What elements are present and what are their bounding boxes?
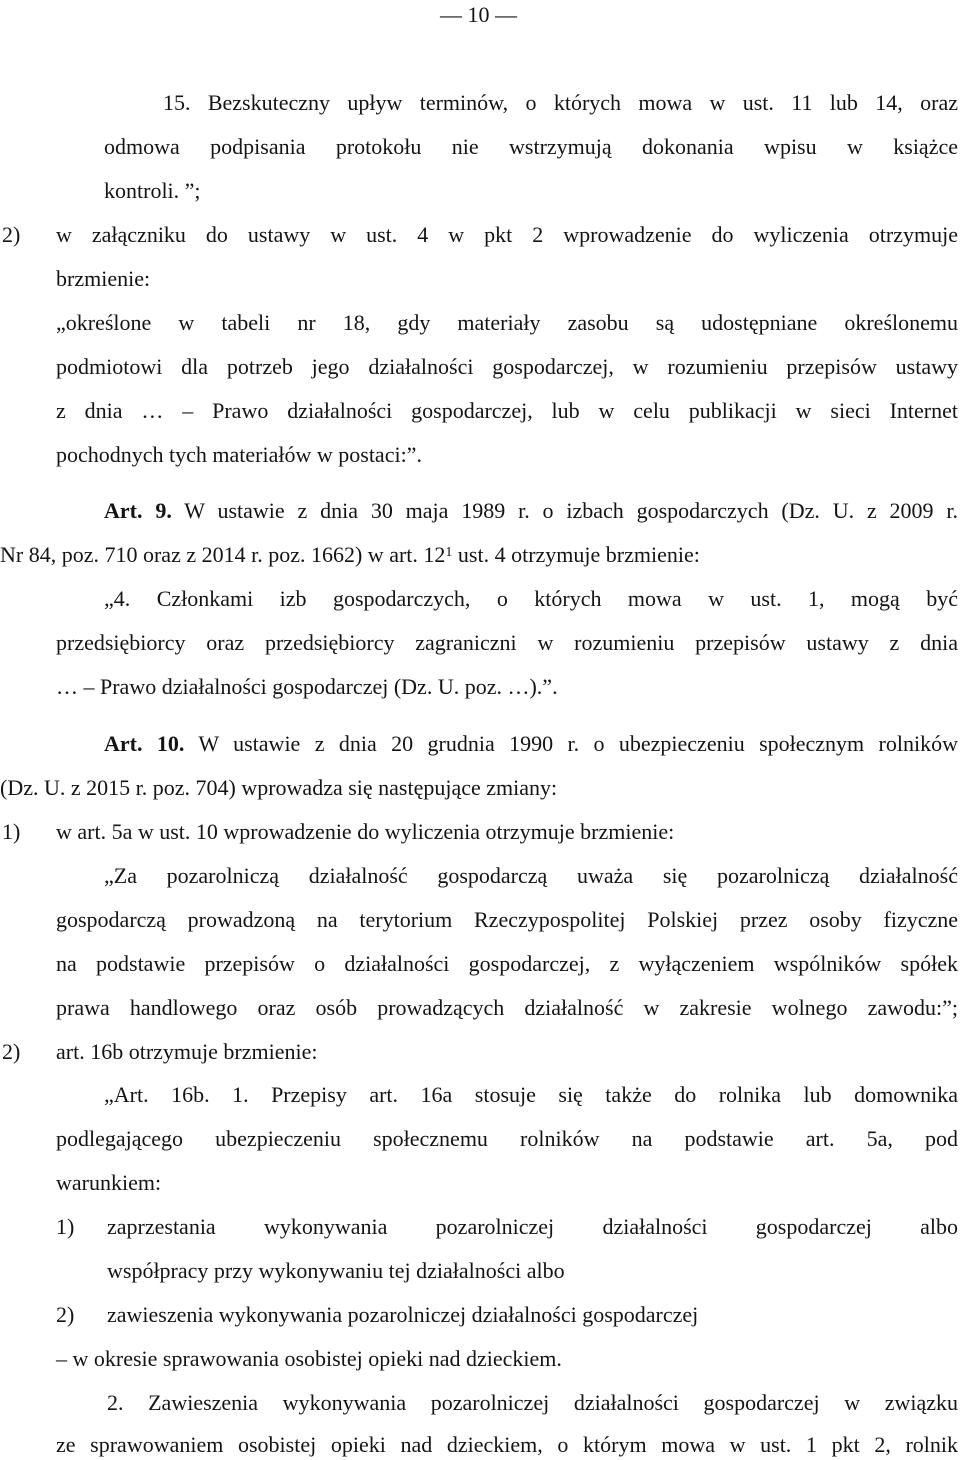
line-text: gospodarczą prowadzoną na terytorium Rzeczypospolitej Polskiej przez osoby fizyczne [56,907,958,932]
line-text: warunkiem: [56,1170,162,1195]
line-text: 15. Bezskuteczny upływ terminów, o których mowa w ust. 11 lub 14, oraz [163,90,958,115]
line-text: zaprzestania wykonywania pozarolniczej działalności gospodarczej albo [107,1214,958,1239]
line-text: … – Prawo działalności gospodarczej (Dz. U. poz. …).”. [56,674,558,699]
article-number: Art. 10. [104,731,185,756]
line-text: odmowa podpisania protokołu nie wstrzymują dokonania wpisu w książce [104,134,958,159]
page-number-text: — 10 — [440,2,517,27]
line-text: podlegającego ubezpieczeniu społecznemu rolników na podstawie art. 5a, pod [56,1126,958,1151]
line-text: brzmienie: [56,266,151,291]
line-text: przedsiębiorcy oraz przedsiębiorcy zagraniczni w rozumieniu przepisów ustawy z dnia [56,630,958,655]
line-text: „4. Członkami izb gospodarczych, o których mowa w ust. 1, mogą być [104,586,958,611]
line-text: „Za pozarolniczą działalność gospodarczą uważa się pozarolniczą działalność [104,863,958,888]
line-text: z dnia … – Prawo działalności gospodarczej, lub w celu publikacji w sieci Internet [56,398,958,423]
line-text: „określone w tabeli nr 18, gdy materiały zasobu są udostępniane określonemu [56,310,958,335]
line-text: W ustawie z dnia 30 maja 1989 r. o izbach gospodarczych (Dz. U. z 2009 r. [171,498,959,523]
article-line [104,729,958,759]
list-marker: 1) [56,1214,75,1239]
line-text: kontroli. ”; [104,178,201,203]
line-text-with-sup [0,540,700,570]
line-text: w art. 5a w ust. 10 wprowadzenie do wyliczenia otrzymuje brzmienie: [56,819,675,844]
line-text: (Dz. U. z 2015 r. poz. 704) wprowadza się następujące zmiany: [0,775,558,800]
line-text: zawieszenia wykonywania pozarolniczej działalności gospodarczej [107,1302,699,1327]
article-number: Art. 9. [104,498,172,523]
line-text: Nr 84, poz. 710 oraz z 2014 r. poz. 1662) w art. 12 [0,542,446,567]
line-text: „Art. 16b. 1. Przepisy art. 16a stosuje się także do rolnika lub domownika [104,1082,958,1107]
line-text: na podstawie przepisów o działalności gospodarczej, z wyłączeniem wspólników spółek [56,951,958,976]
list-marker: 2) [2,222,21,247]
line-text: 2. Zawieszenia wykonywania pozarolniczej działalności gospodarczej w związku [107,1390,958,1415]
list-marker: 1) [2,819,21,844]
line-text: współpracy przy wykonywaniu tej działalności albo [107,1258,565,1283]
list-marker: 2) [56,1302,75,1327]
superscript: 1 [445,545,453,560]
line-text: – w okresie sprawowania osobistej opieki nad dzieckiem. [56,1346,562,1371]
line-text: W ustawie z dnia 20 grudnia 1990 r. o ubezpieczeniu społecznym rolników [184,731,958,756]
line-text: podmiotowi dla potrzeb jego działalności gospodarczej, w rozumieniu przepisów ustawy [56,354,958,379]
line-text: pochodnych tych materiałów w postaci:”. [56,442,422,467]
line-text: w załączniku do ustawy w ust. 4 w pkt 2 wprowadzenie do wyliczenia otrzymuje [56,222,958,247]
line-text: art. 16b otrzymuje brzmienie: [56,1039,318,1064]
line-text: ze sprawowaniem osobistej opieki nad dzieckiem, o którym mowa w ust. 1 pkt 2, rolnik [56,1432,958,1457]
line-text-tail: ust. 4 otrzymuje brzmienie: [452,542,700,567]
line-text: prawa handlowego oraz osób prowadzących działalność w zakresie wolnego zawodu:”; [56,995,958,1020]
article-line [104,496,958,526]
list-marker: 2) [2,1039,21,1064]
